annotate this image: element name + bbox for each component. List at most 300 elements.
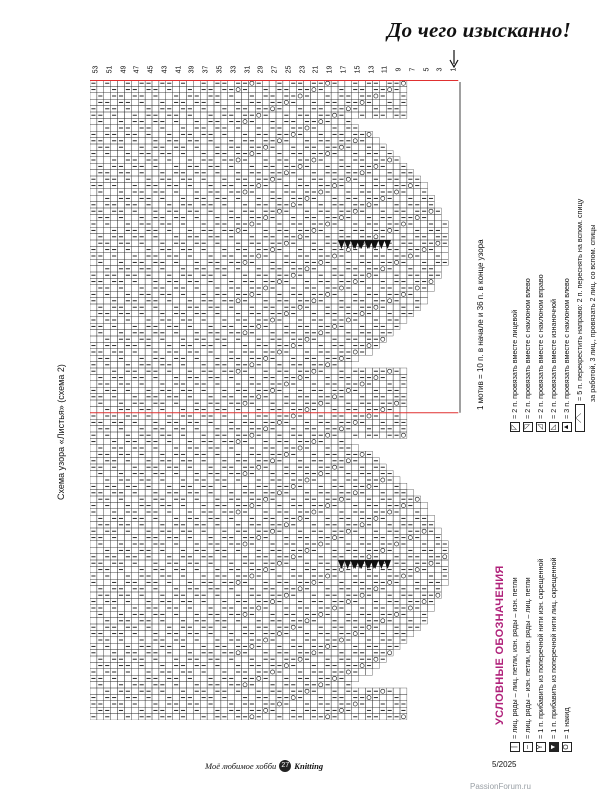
chart-cell [193, 573, 200, 579]
chart-cell [276, 707, 283, 713]
chart-cell [180, 445, 187, 451]
chart-cell [97, 694, 104, 700]
chart-cell [145, 515, 152, 521]
chart-yarnover [284, 664, 288, 668]
chart-cell [193, 182, 200, 188]
chart-cell [90, 99, 97, 105]
chart-cell [104, 490, 111, 496]
chart-cell [304, 246, 311, 252]
chart-cell [290, 419, 297, 425]
chart-cell [180, 227, 187, 233]
chart-cell [269, 221, 276, 227]
chart-cell [290, 605, 297, 611]
chart-cell [145, 310, 152, 316]
chart-cell [269, 432, 276, 438]
chart-cell [214, 554, 221, 560]
chart-cell [221, 144, 228, 150]
chart-cell [138, 86, 145, 92]
chart-cell [124, 394, 131, 400]
chart-cell [145, 560, 152, 566]
chart-cell [207, 144, 214, 150]
chart-yarnover [298, 164, 302, 168]
chart-cell [152, 195, 159, 201]
chart-cell [297, 496, 304, 502]
chart-cell [138, 112, 145, 118]
chart-cell [104, 419, 111, 425]
chart-cell [138, 394, 145, 400]
chart-cell [152, 317, 159, 323]
chart-cell [118, 624, 125, 630]
chart-cell [159, 374, 166, 380]
chart-cell [138, 208, 145, 214]
row-number: 39 [188, 65, 196, 74]
chart-cell [124, 208, 131, 214]
chart-cell [235, 112, 242, 118]
chart-cell [269, 368, 276, 374]
chart-cell [145, 451, 152, 457]
chart-cell [262, 240, 269, 246]
chart-cell [173, 528, 180, 534]
chart-cell [235, 605, 242, 611]
chart-cell [118, 483, 125, 489]
chart-cell [131, 176, 138, 182]
chart-cell [118, 438, 125, 444]
chart-cell [207, 669, 214, 675]
chart-cell [276, 330, 283, 336]
chart-cell [228, 336, 235, 342]
chart-cell [276, 214, 283, 220]
chart-cell [262, 400, 269, 406]
chart-cell [214, 528, 221, 534]
chart-cell [228, 643, 235, 649]
chart-cell [186, 426, 193, 432]
chart-cell [221, 304, 228, 310]
chart-cell [290, 669, 297, 675]
chart-cell [118, 362, 125, 368]
chart-cell [138, 458, 145, 464]
chart-cell [248, 618, 255, 624]
chart-cell [138, 605, 145, 611]
row-number: 9 [395, 67, 403, 72]
chart-cell [104, 208, 111, 214]
chart-cell [186, 470, 193, 476]
chart-cell [283, 221, 290, 227]
chart-cell [166, 477, 173, 483]
chart-cell [297, 419, 304, 425]
chart-cell [104, 394, 111, 400]
chart-cell [138, 176, 145, 182]
chart-cell [104, 586, 111, 592]
chart-cell [297, 144, 304, 150]
chart-yarnover [250, 715, 254, 719]
chart-cell [207, 496, 214, 502]
chart-cell [186, 362, 193, 368]
chart-cell [180, 118, 187, 124]
chart-cell [131, 426, 138, 432]
chart-cell [166, 541, 173, 547]
chart-cell [200, 374, 207, 380]
chart-cell [166, 637, 173, 643]
chart-cell [111, 662, 118, 668]
chart-cell [207, 176, 214, 182]
chart-cell [138, 438, 145, 444]
chart-cell [104, 630, 111, 636]
chart-cell [152, 592, 159, 598]
chart-cell [193, 246, 200, 252]
chart-cell [290, 317, 297, 323]
chart-cell [97, 554, 104, 560]
knitting-chart [90, 80, 462, 720]
chart-yarnover [236, 158, 240, 162]
chart-cell [131, 310, 138, 316]
chart-cell [193, 669, 200, 675]
chart-cell [193, 528, 200, 534]
chart-cell [221, 189, 228, 195]
chart-cell [221, 240, 228, 246]
chart-yarnover [305, 408, 309, 412]
chart-cell [152, 643, 159, 649]
chart-cell [228, 195, 235, 201]
chart-cell [131, 637, 138, 643]
chart-cell [131, 547, 138, 553]
chart-cell [262, 611, 269, 617]
chart-cell [207, 99, 214, 105]
chart-cell [124, 304, 131, 310]
chart-yarnover [257, 536, 261, 540]
chart-yarnover [250, 574, 254, 578]
chart-yarnover [291, 344, 295, 348]
chart-cell [269, 112, 276, 118]
chart-cell [228, 714, 235, 720]
chart-cell [297, 208, 304, 214]
chart-cell [235, 208, 242, 214]
chart-cell [221, 349, 228, 355]
chart-cell [228, 317, 235, 323]
chart-yarnover [277, 702, 281, 706]
chart-cell [186, 195, 193, 201]
chart-cell [97, 547, 104, 553]
chart-yarnover [257, 254, 261, 258]
chart-yarnover [291, 696, 295, 700]
chart-cell [111, 426, 118, 432]
chart-cell [228, 202, 235, 208]
chart-cell [262, 682, 269, 688]
chart-cell [193, 579, 200, 585]
chart-cell [262, 330, 269, 336]
chart-cell [269, 464, 276, 470]
chart-cell [145, 630, 152, 636]
chart-cell [180, 330, 187, 336]
chart-cell [235, 701, 242, 707]
chart-cell [221, 374, 228, 380]
chart-cell [131, 618, 138, 624]
chart-cell [173, 387, 180, 393]
chart-cell [200, 605, 207, 611]
chart-cell [297, 118, 304, 124]
chart-cell [90, 118, 97, 124]
chart-cell [138, 483, 145, 489]
chart-cell [242, 496, 249, 502]
chart-cell [200, 611, 207, 617]
chart-cell [221, 515, 228, 521]
chart-cell [248, 336, 255, 342]
chart-cell [186, 99, 193, 105]
chart-cell [235, 694, 242, 700]
chart-cell [159, 298, 166, 304]
chart-yarnover [284, 593, 288, 597]
chart-cell [297, 451, 304, 457]
chart-cell [200, 304, 207, 310]
chart-cell [276, 534, 283, 540]
chart-cell [255, 515, 262, 521]
chart-cell [97, 362, 104, 368]
chart-cell [283, 496, 290, 502]
chart-cell [159, 464, 166, 470]
chart-cell [90, 93, 97, 99]
chart-cell [173, 342, 180, 348]
chart-cell [283, 458, 290, 464]
chart-cell [118, 669, 125, 675]
chart-cell [262, 522, 269, 528]
chart-cell [207, 387, 214, 393]
chart-cell [200, 707, 207, 713]
chart-cell [186, 259, 193, 265]
chart-cell [235, 394, 242, 400]
chart-cell [242, 374, 249, 380]
chart-cell [290, 157, 297, 163]
chart-cell [97, 598, 104, 604]
chart-cell [269, 714, 276, 720]
chart-yarnover [291, 414, 295, 418]
chart-cell [242, 144, 249, 150]
chart-yarnover [291, 484, 295, 488]
chart-cell [166, 707, 173, 713]
chart-cell [297, 707, 304, 713]
chart-cell [242, 707, 249, 713]
chart-cell [304, 202, 311, 208]
chart-cell [97, 246, 104, 252]
chart-cell [207, 528, 214, 534]
row-number: 23 [299, 65, 307, 74]
chart-cell [173, 650, 180, 656]
row-number: 45 [147, 65, 155, 74]
chart-yarnover [250, 222, 254, 226]
chart-cell [111, 150, 118, 156]
chart-cell [118, 106, 125, 112]
chart-cell [235, 586, 242, 592]
chart-cell [97, 202, 104, 208]
chart-cell [124, 630, 131, 636]
chart-cell [242, 406, 249, 412]
chart-cell [214, 278, 221, 284]
chart-cell [228, 688, 235, 694]
chart-cell [221, 163, 228, 169]
chart-cell [221, 682, 228, 688]
chart-cell [104, 579, 111, 585]
chart-cell [131, 714, 138, 720]
chart-yarnover [250, 292, 254, 296]
chart-cell [228, 272, 235, 278]
chart-cell [104, 304, 111, 310]
chart-cell [118, 342, 125, 348]
chart-cell [276, 355, 283, 361]
chart-yarnover [257, 676, 261, 680]
chart-yarnover [264, 568, 268, 572]
chart-cell [228, 694, 235, 700]
chart-cell [145, 381, 152, 387]
chart-yarnover [236, 88, 240, 92]
chart-cell [221, 586, 228, 592]
chart-cell [131, 355, 138, 361]
chart-cell [173, 714, 180, 720]
chart-cell [90, 682, 97, 688]
chart-cell [200, 560, 207, 566]
chart-cell [304, 150, 311, 156]
chart-cell [242, 266, 249, 272]
chart-cell [297, 541, 304, 547]
chart-cell [111, 406, 118, 412]
chart-cell [228, 554, 235, 560]
chart-cell [124, 285, 131, 291]
chart-cell [180, 534, 187, 540]
chart-cell [255, 490, 262, 496]
chart-cell [283, 336, 290, 342]
chart-cell [242, 618, 249, 624]
chart-cell [124, 464, 131, 470]
chart-cell [283, 144, 290, 150]
chart-cell [193, 176, 200, 182]
chart-cell [269, 502, 276, 508]
chart-cell [118, 502, 125, 508]
chart-yarnover [277, 209, 281, 213]
chart-yarnover [298, 446, 302, 450]
chart-cell [131, 381, 138, 387]
chart-cell [269, 534, 276, 540]
chart-cell [304, 387, 311, 393]
chart-cell [180, 605, 187, 611]
chart-cell [90, 336, 97, 342]
chart-cell [145, 234, 152, 240]
chart-cell [186, 406, 193, 412]
chart-cell [248, 528, 255, 534]
chart-cell [255, 86, 262, 92]
chart-cell [159, 694, 166, 700]
chart-cell [90, 611, 97, 617]
chart-cell [214, 176, 221, 182]
chart-cell [97, 528, 104, 534]
chart-cell [207, 688, 214, 694]
chart-cell [152, 502, 159, 508]
chart-cell [304, 413, 311, 419]
chart-yarnover [271, 600, 275, 604]
chart-cell [104, 534, 111, 540]
chart-cell [207, 598, 214, 604]
chart-cell [159, 86, 166, 92]
chart-cell [118, 131, 125, 137]
chart-cell [104, 163, 111, 169]
chart-cell [166, 266, 173, 272]
chart-cell [207, 336, 214, 342]
chart-cell [118, 368, 125, 374]
chart-cell [200, 630, 207, 636]
chart-cell [235, 182, 242, 188]
chart-cell [166, 163, 173, 169]
chart-cell [228, 598, 235, 604]
chart-cell [242, 426, 249, 432]
chart-cell [297, 214, 304, 220]
chart-cell [145, 118, 152, 124]
chart-cell [262, 451, 269, 457]
chart-cell [297, 240, 304, 246]
chart-cell [214, 534, 221, 540]
chart-cell [152, 522, 159, 528]
chart-cell [159, 413, 166, 419]
chart-cell [159, 304, 166, 310]
chart-cell [269, 694, 276, 700]
chart-cell [221, 310, 228, 316]
chart-cell [186, 682, 193, 688]
chart-cell [221, 285, 228, 291]
chart-cell [104, 298, 111, 304]
chart-cell [235, 515, 242, 521]
chart-yarnover [305, 337, 309, 341]
chart-cell [180, 419, 187, 425]
chart-cell [97, 618, 104, 624]
chart-cell [200, 163, 207, 169]
chart-cell [111, 541, 118, 547]
chart-cell [297, 310, 304, 316]
chart-cell [131, 598, 138, 604]
chart-yarnover [298, 516, 302, 520]
chart-cell [221, 451, 228, 457]
chart-cell [111, 611, 118, 617]
chart-cell [248, 106, 255, 112]
chart-cell [159, 112, 166, 118]
chart-cell [207, 310, 214, 316]
chart-cell [131, 106, 138, 112]
chart-cell [90, 259, 97, 265]
chart-cell [283, 291, 290, 297]
chart-cell [290, 112, 297, 118]
chart-cell [269, 202, 276, 208]
chart-cell [118, 694, 125, 700]
chart-cell [221, 278, 228, 284]
chart-cell [221, 208, 228, 214]
chart-cell [186, 662, 193, 668]
chart-cell [297, 330, 304, 336]
chart-cell [276, 374, 283, 380]
chart-yarnover [257, 184, 261, 188]
chart-cell [242, 451, 249, 457]
row-number: 31 [244, 65, 252, 74]
chart-cell [207, 246, 214, 252]
chart-cell [152, 125, 159, 131]
chart-cell [276, 234, 283, 240]
row-number: 5 [423, 67, 431, 72]
chart-cell [180, 586, 187, 592]
chart-cell [207, 714, 214, 720]
chart-cell [138, 554, 145, 560]
chart-cell [138, 534, 145, 540]
chart-cell [214, 298, 221, 304]
chart-cell [290, 509, 297, 515]
chart-cell [186, 266, 193, 272]
chart-cell [152, 662, 159, 668]
chart-cell [118, 534, 125, 540]
chart-cell [248, 195, 255, 201]
chart-cell [173, 272, 180, 278]
chart-cell [200, 189, 207, 195]
